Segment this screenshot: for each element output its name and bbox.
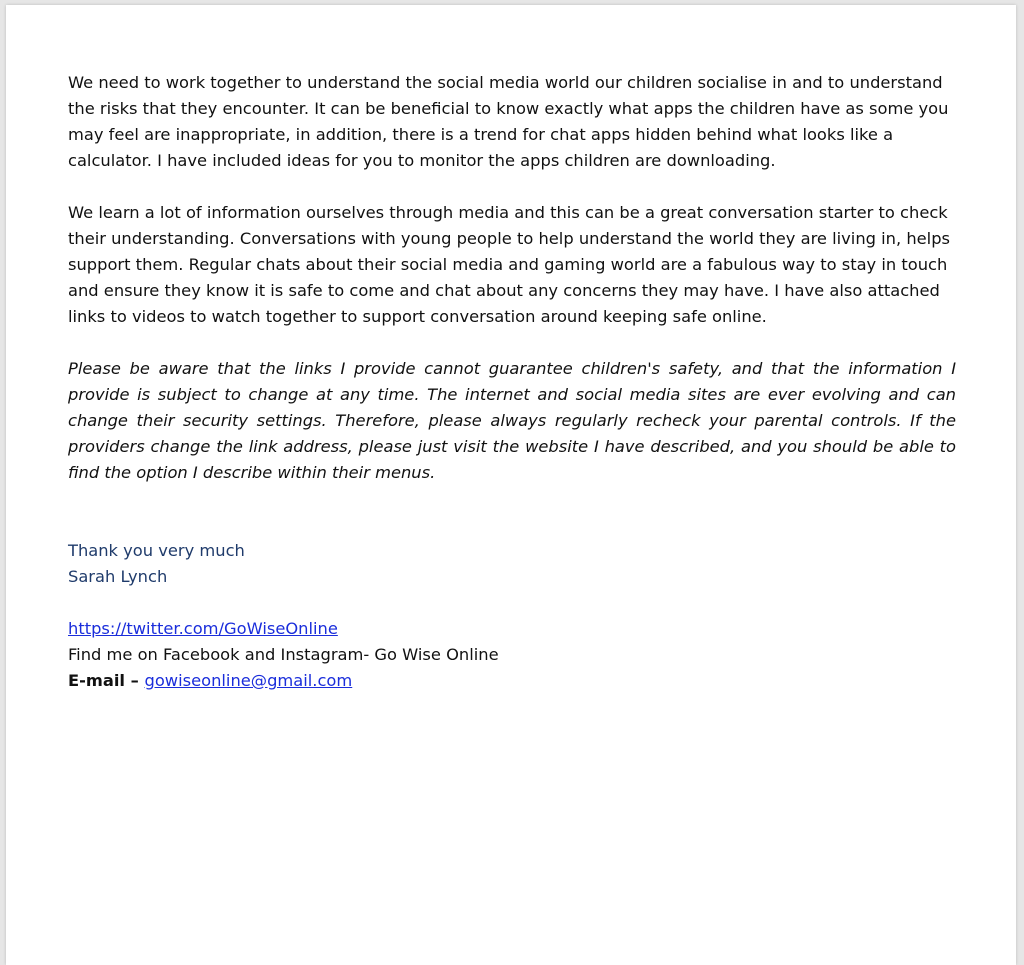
signoff-thanks: Thank you very much (68, 541, 245, 560)
twitter-link[interactable]: https://twitter.com/GoWiseOnline (68, 619, 338, 638)
paragraph-apps: We need to work together to understand the social media world our children socialise in and to understand the risks that they encounter. It can be beneficial to know exactly what apps the children have as some you may feel are inappropriate, in addition, there is a trend for chat apps hidden behind what looks like a calculator. I have included ideas for you to monitor the apps children are downloading. (68, 73, 949, 170)
signoff (68, 538, 956, 590)
email-label: E-mail (68, 671, 125, 690)
email-line (68, 668, 956, 694)
document-body (68, 70, 956, 694)
email-link[interactable]: gowiseonline@gmail.com (144, 671, 353, 690)
paragraph-disclaimer: Please be aware that the links I provide cannot guarantee children's safety, and that the information I provide is subject to change at any time. The internet and social media sites are ever evolving and can change their security settings. Therefore, please always regularly recheck your parental controls. If the providers change the link address, please just visit the website I have described, and you should be able to find the option I describe within their menus. (68, 359, 956, 482)
contact-info (68, 616, 956, 694)
document-page (6, 5, 1016, 965)
paragraph-conversations: We learn a lot of information ourselves through media and this can be a great conversation starter to check their understanding. Conversations with young people to help understand the world they are living in, helps support them. Regular chats about their social media and gaming world are a fabulous way to stay in touch and ensure they know it is safe to come and chat about any concerns they may have. I have also attached links to videos to watch together to support conversation around keeping safe online. (68, 203, 951, 326)
signoff-name: Sarah Lynch (68, 567, 168, 586)
email-separator: – (125, 671, 145, 690)
twitter-line (68, 616, 956, 642)
facebook-line: Find me on Facebook and Instagram- Go Wise Online (68, 645, 499, 664)
